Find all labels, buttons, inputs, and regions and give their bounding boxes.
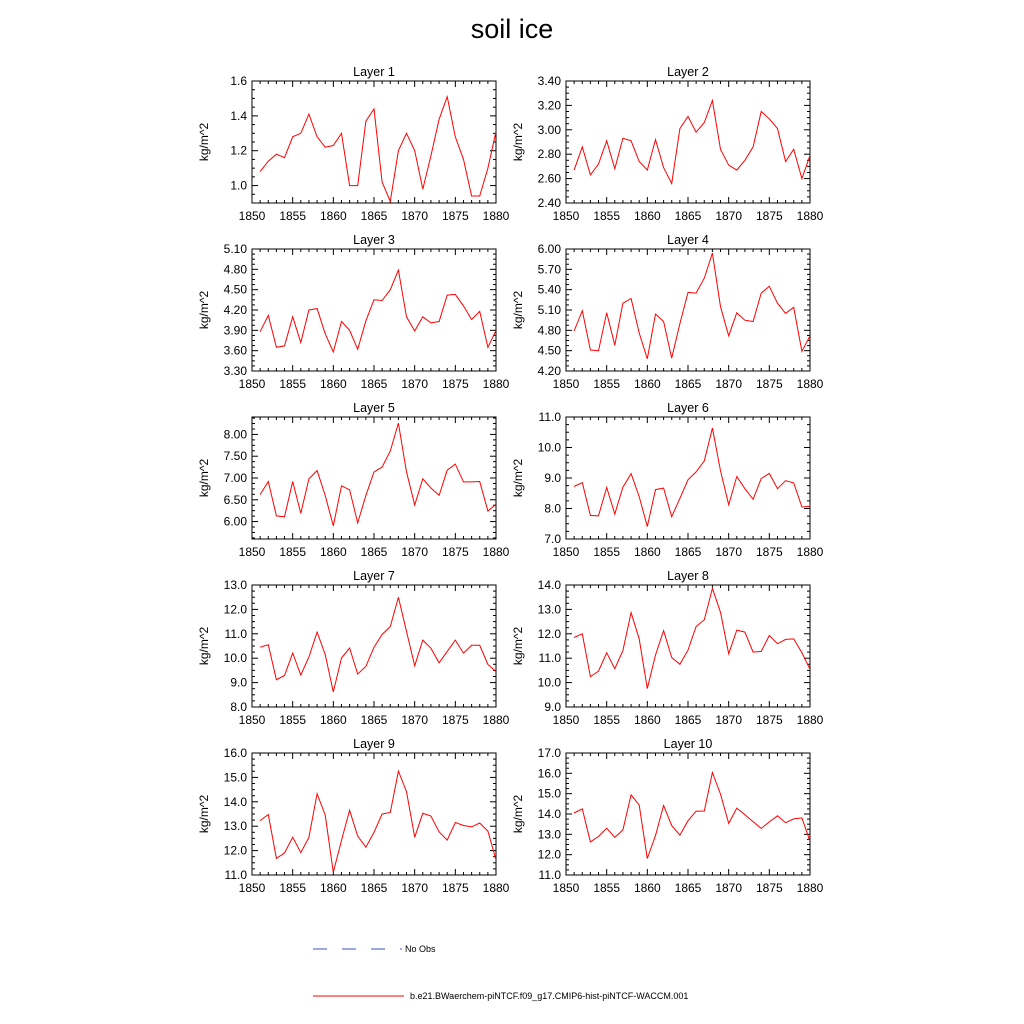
- x-tick-label: 1865: [360, 377, 388, 391]
- x-tick-label: 1880: [796, 881, 824, 895]
- y-tick-label: 3.40: [537, 74, 561, 88]
- x-tick-label: 1855: [279, 377, 307, 391]
- y-tick-label: 6.50: [223, 492, 247, 507]
- panel-title: Layer 7: [353, 569, 395, 583]
- y-tick-label: 17.0: [537, 746, 561, 760]
- x-tick-label: 1875: [755, 209, 783, 223]
- panel-title: Layer 3: [353, 233, 395, 247]
- y-tick-label: 11.0: [538, 868, 561, 882]
- plot-frame: [566, 81, 810, 203]
- x-tick-label: 1880: [482, 881, 510, 895]
- x-tick-label: 1875: [755, 713, 783, 727]
- panel-title: Layer 9: [353, 737, 395, 751]
- legend-obs-label: No Obs: [405, 944, 436, 954]
- y-tick-label: 3.60: [223, 343, 247, 358]
- x-tick-label: 1865: [360, 881, 388, 895]
- y-tick-label: 4.20: [537, 364, 561, 378]
- y-tick-label: 3.00: [537, 122, 561, 137]
- x-tick-label: 1850: [238, 377, 266, 391]
- y-tick-label: 2.80: [537, 147, 561, 162]
- x-tick-label: 1860: [633, 881, 661, 895]
- x-tick-label: 1875: [441, 377, 469, 391]
- x-tick-label: 1865: [674, 377, 702, 391]
- x-tick-label: 1855: [279, 881, 307, 895]
- x-tick-label: 1860: [633, 209, 661, 223]
- x-tick-label: 1850: [238, 881, 266, 895]
- y-tick-label: 7.00: [223, 471, 247, 485]
- panel-layer-4: [511, 233, 824, 391]
- y-axis-label: kg/m^2: [197, 626, 211, 666]
- y-tick-label: 10.0: [223, 651, 247, 666]
- x-tick-label: 1850: [552, 713, 580, 727]
- series-line: [574, 588, 810, 688]
- y-axis-label: kg/m^2: [511, 122, 525, 162]
- series-line: [574, 101, 810, 184]
- y-tick-label: 2.60: [537, 171, 561, 186]
- x-tick-label: 1850: [238, 713, 266, 727]
- y-tick-label: 4.80: [223, 262, 247, 277]
- y-tick-label: 3.90: [223, 323, 247, 338]
- x-tick-label: 1880: [796, 545, 824, 559]
- x-tick-label: 1860: [633, 377, 661, 391]
- x-tick-label: 1865: [360, 713, 388, 727]
- x-tick-label: 1855: [593, 377, 621, 391]
- x-tick-label: 1855: [279, 713, 307, 727]
- y-axis-label: kg/m^2: [511, 458, 525, 498]
- y-tick-label: 12.0: [537, 847, 561, 862]
- x-tick-label: 1880: [482, 209, 510, 223]
- plot-frame: [252, 249, 496, 371]
- x-tick-label: 1850: [238, 545, 266, 559]
- panel-layer-8: [511, 569, 824, 727]
- y-tick-label: 5.70: [537, 262, 561, 277]
- y-tick-label: 7.0: [544, 532, 561, 546]
- x-tick-label: 1865: [674, 209, 702, 223]
- chart-title: soil ice: [470, 14, 554, 44]
- x-tick-label: 1865: [674, 545, 702, 559]
- y-axis-label: kg/m^2: [511, 794, 525, 834]
- y-tick-label: 9.0: [230, 675, 247, 690]
- y-tick-label: 15.0: [223, 770, 247, 785]
- series-line: [260, 97, 496, 202]
- y-tick-label: 13.0: [537, 827, 561, 842]
- y-tick-label: 8.0: [544, 501, 561, 516]
- y-tick-label: 5.10: [537, 303, 561, 317]
- panel-title: Layer 10: [663, 737, 713, 751]
- x-tick-label: 1870: [401, 881, 429, 895]
- plot-frame: [252, 753, 496, 875]
- x-tick-label: 1880: [796, 713, 824, 727]
- y-tick-label: 8.0: [230, 700, 247, 714]
- y-tick-label: 11.0: [224, 626, 247, 641]
- panel-layer-9: [197, 737, 510, 895]
- x-tick-label: 1860: [319, 713, 347, 727]
- y-tick-label: 9.0: [544, 700, 561, 714]
- y-axis-label: kg/m^2: [511, 626, 525, 666]
- x-tick-label: 1875: [755, 881, 783, 895]
- y-tick-label: 1.0: [230, 178, 247, 193]
- x-tick-label: 1870: [401, 545, 429, 559]
- y-tick-label: 14.0: [537, 807, 561, 821]
- y-tick-label: 3.20: [537, 98, 561, 113]
- panel-title: Layer 1: [353, 65, 395, 79]
- x-tick-label: 1850: [238, 209, 266, 223]
- x-tick-label: 1870: [715, 713, 743, 727]
- panel-layer-3: [197, 233, 510, 391]
- series-line: [574, 428, 810, 527]
- y-tick-label: 16.0: [223, 746, 247, 760]
- plot-frame: [566, 585, 810, 707]
- y-tick-label: 15.0: [537, 786, 561, 801]
- y-tick-label: 13.0: [223, 819, 247, 834]
- y-tick-label: 4.20: [223, 303, 247, 317]
- x-tick-label: 1880: [796, 209, 824, 223]
- plot-frame: [252, 417, 496, 539]
- x-tick-label: 1880: [482, 377, 510, 391]
- y-tick-label: 4.50: [537, 343, 561, 358]
- y-tick-label: 11.0: [538, 410, 561, 424]
- panel-layer-10: [511, 737, 824, 895]
- plot-frame: [566, 417, 810, 539]
- x-tick-label: 1870: [401, 377, 429, 391]
- y-tick-label: 12.0: [223, 843, 247, 858]
- plot-frame: [252, 81, 496, 203]
- y-tick-label: 11.0: [538, 651, 561, 666]
- x-tick-label: 1875: [441, 713, 469, 727]
- panel-title: Layer 5: [353, 401, 395, 415]
- y-tick-label: 12.0: [223, 602, 247, 617]
- y-tick-label: 3.30: [223, 364, 247, 378]
- x-tick-label: 1880: [796, 377, 824, 391]
- y-axis-label: kg/m^2: [197, 794, 211, 834]
- y-tick-label: 4.50: [223, 282, 247, 297]
- y-tick-label: 6.00: [537, 242, 561, 256]
- x-tick-label: 1860: [319, 545, 347, 559]
- x-tick-label: 1870: [715, 545, 743, 559]
- x-tick-label: 1860: [319, 209, 347, 223]
- legend: [313, 944, 688, 1001]
- series-line: [574, 253, 810, 359]
- x-tick-label: 1850: [552, 209, 580, 223]
- x-tick-label: 1870: [715, 377, 743, 391]
- x-tick-label: 1860: [633, 545, 661, 559]
- series-line: [260, 423, 496, 526]
- x-tick-label: 1855: [593, 881, 621, 895]
- series-line: [260, 597, 496, 692]
- x-tick-label: 1855: [279, 545, 307, 559]
- panel-title: Layer 2: [667, 65, 709, 79]
- plot-frame: [566, 249, 810, 371]
- y-tick-label: 11.0: [224, 868, 247, 882]
- y-axis-label: kg/m^2: [511, 290, 525, 330]
- y-tick-label: 9.0: [544, 471, 561, 485]
- panel-layer-2: [511, 65, 824, 223]
- panel-title: Layer 8: [667, 569, 709, 583]
- x-tick-label: 1850: [552, 377, 580, 391]
- x-tick-label: 1870: [401, 209, 429, 223]
- y-axis-label: kg/m^2: [197, 458, 211, 498]
- y-tick-label: 13.0: [537, 602, 561, 617]
- x-tick-label: 1870: [715, 881, 743, 895]
- panel-title: Layer 6: [667, 401, 709, 415]
- y-tick-label: 10.0: [537, 440, 561, 455]
- y-axis-label: kg/m^2: [197, 290, 211, 330]
- panel-layer-1: [197, 65, 510, 223]
- x-tick-label: 1860: [633, 713, 661, 727]
- y-tick-label: 13.0: [223, 578, 247, 592]
- x-tick-label: 1850: [552, 545, 580, 559]
- x-tick-label: 1865: [360, 209, 388, 223]
- y-tick-label: 1.2: [230, 143, 247, 158]
- x-tick-label: 1865: [360, 545, 388, 559]
- y-tick-label: 8.00: [223, 427, 247, 442]
- panel-title: Layer 4: [667, 233, 709, 247]
- y-tick-label: 7.50: [223, 449, 247, 464]
- x-tick-label: 1860: [319, 881, 347, 895]
- plot-frame: [566, 753, 810, 875]
- y-tick-label: 10.0: [537, 675, 561, 690]
- x-tick-label: 1855: [593, 713, 621, 727]
- y-tick-label: 14.0: [223, 794, 247, 809]
- x-tick-label: 1855: [593, 545, 621, 559]
- x-tick-label: 1855: [279, 209, 307, 223]
- y-tick-label: 14.0: [537, 578, 561, 592]
- x-tick-label: 1850: [552, 881, 580, 895]
- legend-model-label: b.e21.BWaerchem-piNTCF.f09_g17.CMIP6-hist-piNTCF-WACCM.001: [410, 991, 689, 1001]
- y-tick-label: 4.80: [537, 323, 561, 338]
- x-tick-label: 1875: [755, 545, 783, 559]
- x-tick-label: 1875: [441, 209, 469, 223]
- x-tick-label: 1855: [593, 209, 621, 223]
- x-tick-label: 1865: [674, 881, 702, 895]
- y-tick-label: 16.0: [537, 766, 561, 781]
- series-line: [574, 773, 810, 859]
- y-tick-label: 1.4: [230, 108, 247, 123]
- x-tick-label: 1870: [715, 209, 743, 223]
- panel-layer-6: [511, 401, 824, 559]
- y-tick-label: 2.40: [537, 196, 561, 210]
- x-tick-label: 1875: [441, 881, 469, 895]
- y-tick-label: 1.6: [230, 74, 247, 88]
- series-line: [260, 270, 496, 352]
- y-tick-label: 12.0: [537, 626, 561, 641]
- x-tick-label: 1875: [755, 377, 783, 391]
- x-tick-label: 1875: [441, 545, 469, 559]
- x-tick-label: 1860: [319, 377, 347, 391]
- y-axis-label: kg/m^2: [197, 122, 211, 162]
- x-tick-label: 1880: [482, 545, 510, 559]
- panels-group: [197, 65, 824, 895]
- panel-layer-7: [197, 569, 510, 727]
- x-tick-label: 1865: [674, 713, 702, 727]
- y-tick-label: 5.40: [537, 282, 561, 297]
- y-tick-label: 5.10: [223, 242, 247, 256]
- series-line: [260, 771, 496, 872]
- x-tick-label: 1880: [482, 713, 510, 727]
- x-tick-label: 1870: [401, 713, 429, 727]
- panel-layer-5: [197, 401, 510, 559]
- y-tick-label: 6.00: [223, 514, 247, 529]
